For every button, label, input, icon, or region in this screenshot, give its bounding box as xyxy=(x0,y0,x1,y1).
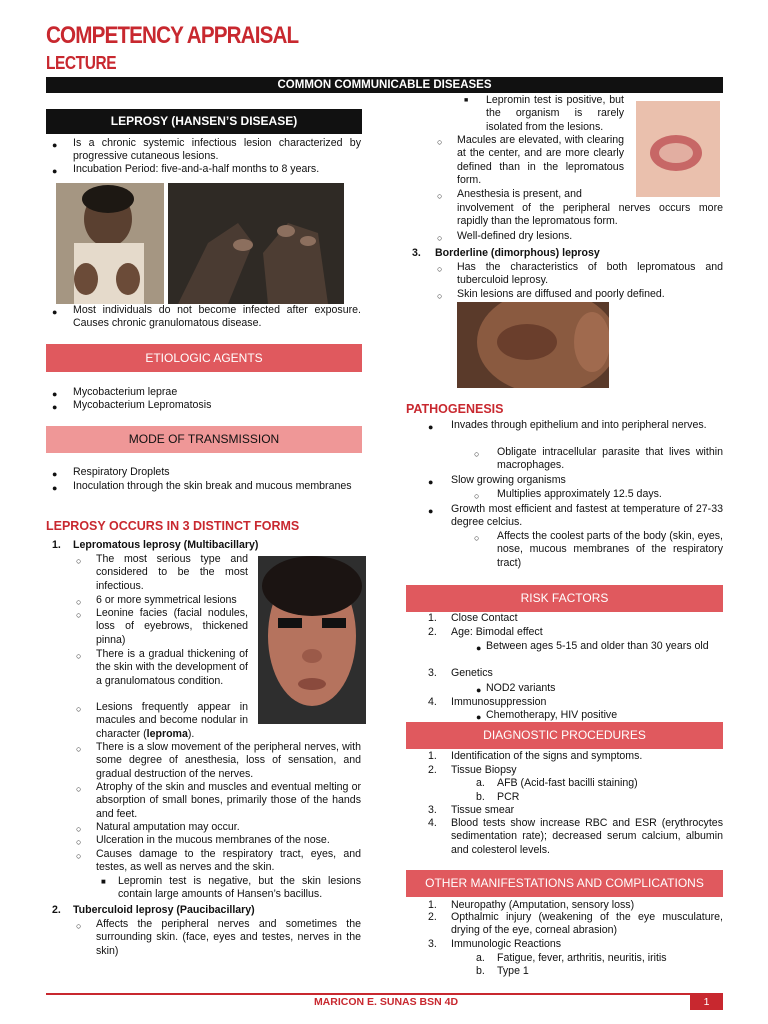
other-subitem: Type 1 xyxy=(497,965,529,977)
bullet-icon: ● xyxy=(52,402,58,412)
circle-bullet-icon: ○ xyxy=(437,191,443,201)
circle-bullet-icon: ○ xyxy=(474,491,480,501)
bullet-icon: ● xyxy=(428,477,434,487)
etiologic-heading: ETIOLOGIC AGENTS xyxy=(46,344,362,372)
transmission-heading: MODE OF TRANSMISSION xyxy=(46,426,362,453)
circle-bullet-icon: ○ xyxy=(437,233,443,243)
form1-item xyxy=(96,701,248,741)
list-number: 3. xyxy=(428,804,437,816)
list-number: 4. xyxy=(428,817,437,829)
list-number: 1. xyxy=(428,750,437,762)
form1-item: 6 or more symmetrical lesions xyxy=(96,594,237,606)
pathogenesis-item: Growth most efficient and fastest at temperature of 27-33 degree celcius. xyxy=(451,503,723,529)
pathogenesis-item: Invades through epithelium and into peripheral nerves. xyxy=(451,419,707,431)
pathogenesis-heading: PATHOGENESIS xyxy=(406,402,504,416)
circle-bullet-icon: ○ xyxy=(76,744,82,754)
bullet-icon: ● xyxy=(52,166,58,176)
other-item: Neuropathy (Amputation, sensory loss) xyxy=(451,899,635,911)
bullet-icon: ● xyxy=(476,643,482,653)
list-number: 2. xyxy=(52,904,61,916)
risk-heading: RISK FACTORS xyxy=(406,585,723,612)
risk-item: Age: Bimodal effect xyxy=(451,626,543,638)
form1-item-text: ). xyxy=(187,727,195,740)
list-number: 4. xyxy=(428,696,437,708)
bullet-icon: ● xyxy=(52,389,58,399)
diagnostic-subitem: PCR xyxy=(497,791,520,803)
bullet-icon: ● xyxy=(476,685,482,695)
other-heading: OTHER MANIFESTATIONS AND COMPLICATIONS xyxy=(406,870,723,897)
form1-title: Lepromatous leprosy (Multibacillary) xyxy=(73,539,259,551)
form1-item: Leonine facies (facial nodules, loss of eyebrows, thickened pinna) xyxy=(96,607,248,646)
square-bullet-icon: ■ xyxy=(101,877,106,886)
form2-title: Tuberculoid leprosy (Paucibacillary) xyxy=(73,904,255,916)
form1-item: The most serious type and considered to be the most infectious. xyxy=(96,553,248,592)
bullet-icon: ● xyxy=(52,140,58,150)
circle-bullet-icon: ○ xyxy=(76,651,82,661)
list-letter: b. xyxy=(476,965,485,977)
circle-bullet-icon: ○ xyxy=(76,704,82,714)
pathogenesis-subitem: Obligate intracellular parasite that lives within macrophages. xyxy=(497,446,723,472)
form1-item: Natural amputation may occur. xyxy=(96,821,240,833)
form3-item: Skin lesions are diffused and poorly defined. xyxy=(457,288,665,300)
risk-item: Close Contact xyxy=(451,612,518,624)
list-number: 3. xyxy=(428,938,437,950)
intro-item: Incubation Period: five-and-a-half months to 8 years. xyxy=(73,163,320,175)
topic-banner: COMMON COMMUNICABLE DISEASES xyxy=(46,77,723,93)
diagnostic-item: Identification of the signs and symptoms. xyxy=(451,750,643,762)
circle-bullet-icon: ○ xyxy=(474,533,480,543)
square-bullet-icon: ■ xyxy=(464,97,469,104)
list-number: 2. xyxy=(428,764,437,776)
diagnostic-item: Blood tests show increase RBC and ESR (erythrocytes sedimentation rate); decreased serum calcium, albumin and colesterol levels. xyxy=(451,817,723,856)
tuberculoid-item: Macules are elevated, with clearing at the center, and are more clearly defined than in the lepromatous form. xyxy=(457,134,624,187)
form1-item: Atrophy of the skin and muscles and eventual melting or absorption of small bones, primarily those of the hands and feet. xyxy=(96,781,361,820)
risk-subitem: Between ages 5-15 and older than 30 years old xyxy=(486,640,709,652)
bullet-icon: ● xyxy=(52,307,58,317)
circle-bullet-icon: ○ xyxy=(76,556,82,566)
other-item: Opthalmic injury (weakening of the eye musculature, drying of the eye, corneal abrasion) xyxy=(451,911,723,937)
list-number: 2. xyxy=(428,911,437,923)
circle-bullet-icon: ○ xyxy=(76,824,82,834)
form3-title: Borderline (dimorphous) leprosy xyxy=(435,247,600,259)
etiologic-item: Mycobacterium leprae xyxy=(73,386,178,398)
circle-bullet-icon: ○ xyxy=(474,449,480,459)
bullet-icon: ● xyxy=(428,506,434,516)
footer-divider xyxy=(46,993,723,995)
pathogenesis-subitem: Multiplies approximately 12.5 days. xyxy=(497,488,662,500)
circle-bullet-icon: ○ xyxy=(76,597,82,607)
leprosy-heading: LEPROSY (HANSEN’S DISEASE) xyxy=(46,109,362,134)
forms-heading: LEPROSY OCCURS IN 3 DISTINCT FORMS xyxy=(46,519,300,533)
borderline-lesion-photo xyxy=(457,302,609,388)
doc-subtitle: LECTURE xyxy=(46,53,117,73)
tuberculoid-item: Anesthesia is present, and xyxy=(457,188,582,200)
etiologic-item: Mycobacterium Lepromatosis xyxy=(73,399,212,411)
diagnostic-item: Tissue smear xyxy=(451,804,515,816)
list-letter: a. xyxy=(476,952,485,964)
form3-item: Has the characteristics of both lepromatous and tuberculoid leprosy. xyxy=(457,261,723,287)
list-number: 3. xyxy=(412,247,421,259)
bullet-icon: ● xyxy=(52,469,58,479)
list-letter: b. xyxy=(476,791,485,803)
lepromin-positive: Lepromin test is positive, but the organism is rarely isolated from the lesions. xyxy=(486,94,624,133)
diagnostic-heading: DIAGNOSTIC PROCEDURES xyxy=(406,722,723,749)
form1-item-text: Lesions frequently appear in macules and become nodular in character ( xyxy=(96,701,248,740)
list-number: 2. xyxy=(428,626,437,638)
doc-title: COMPETENCY APPRAISAL xyxy=(46,22,299,49)
pathogenesis-subitem: Affects the coolest parts of the body (skin, eyes, nose, mucous membranes of the respiratory tract) xyxy=(497,530,723,569)
circle-bullet-icon: ○ xyxy=(76,851,82,861)
other-subitem: Fatigue, fever, arthritis, neuritis, iritis xyxy=(497,952,667,964)
intro-item: Is a chronic systemic infectious lesion characterized by progressive cutaneous lesions. xyxy=(73,137,361,163)
leproma-term: leproma xyxy=(146,727,188,740)
pathogenesis-item: Slow growing organisms xyxy=(451,474,566,486)
other-item: Immunologic Reactions xyxy=(451,938,562,950)
transmission-item: Inoculation through the skin break and mucous membranes xyxy=(73,480,352,492)
form1-item: Causes damage to the respiratory tract, eyes, and testes, as well as nerves and the skin. xyxy=(96,848,361,874)
circle-bullet-icon: ○ xyxy=(76,921,82,931)
form1-subitem: Lepromin test is negative, but the skin lesions contain large amounts of Hansen’s bacillus. xyxy=(118,875,361,901)
exposure-note: Most individuals do not become infected after exposure. Causes chronic granulomatous disease. xyxy=(73,304,361,330)
bullet-icon: ● xyxy=(476,712,482,722)
tuberculoid-item: involvement of the peripheral nerves occurs more rapidly than the lepromatous form. xyxy=(457,202,723,228)
risk-item: Immunosuppression xyxy=(451,696,547,708)
risk-item: Genetics xyxy=(451,667,493,679)
circle-bullet-icon: ○ xyxy=(76,610,82,620)
form2-item: Affects the peripheral nerves and sometimes the surrounding skin. (face, eyes and testes, nerves in the skin) xyxy=(96,918,361,957)
form1-item: There is a slow movement of the peripheral nerves, with some degree of anesthesia, loss of sensation, and gradual destruction of the nerves. xyxy=(96,741,361,780)
list-number: 3. xyxy=(428,667,437,679)
footer-author: MARICON E. SUNAS BSN 4D xyxy=(313,996,459,1008)
diagnostic-subitem: AFB (Acid-fast bacilli staining) xyxy=(497,777,638,789)
form1-item: Ulceration in the mucous membranes of the nose. xyxy=(96,834,330,846)
circle-bullet-icon: ○ xyxy=(76,784,82,794)
form1-item: There is a gradual thickening of the skin with the development of a granulomatous condition. xyxy=(96,648,248,687)
bullet-icon: ● xyxy=(52,483,58,493)
lepromatous-face-photo xyxy=(258,556,366,724)
circle-bullet-icon: ○ xyxy=(437,137,443,147)
leprosy-patient-photo xyxy=(56,183,164,304)
list-letter: a. xyxy=(476,777,485,789)
bullet-icon: ● xyxy=(428,422,434,432)
list-number: 1. xyxy=(428,899,437,911)
tuberculoid-item: Well-defined dry lesions. xyxy=(457,230,573,242)
list-number: 1. xyxy=(52,539,61,551)
risk-subitem: Chemotherapy, HIV positive xyxy=(486,709,618,721)
leprosy-hands-photo xyxy=(168,183,344,304)
transmission-item: Respiratory Droplets xyxy=(73,466,170,478)
circle-bullet-icon: ○ xyxy=(76,837,82,847)
list-number: 1. xyxy=(428,612,437,624)
diagnostic-item: Tissue Biopsy xyxy=(451,764,517,776)
circle-bullet-icon: ○ xyxy=(437,264,443,274)
page-number: 1 xyxy=(690,994,723,1010)
tuberculoid-lesion-photo xyxy=(636,101,720,197)
circle-bullet-icon: ○ xyxy=(437,291,443,301)
risk-subitem: NOD2 variants xyxy=(486,682,556,694)
